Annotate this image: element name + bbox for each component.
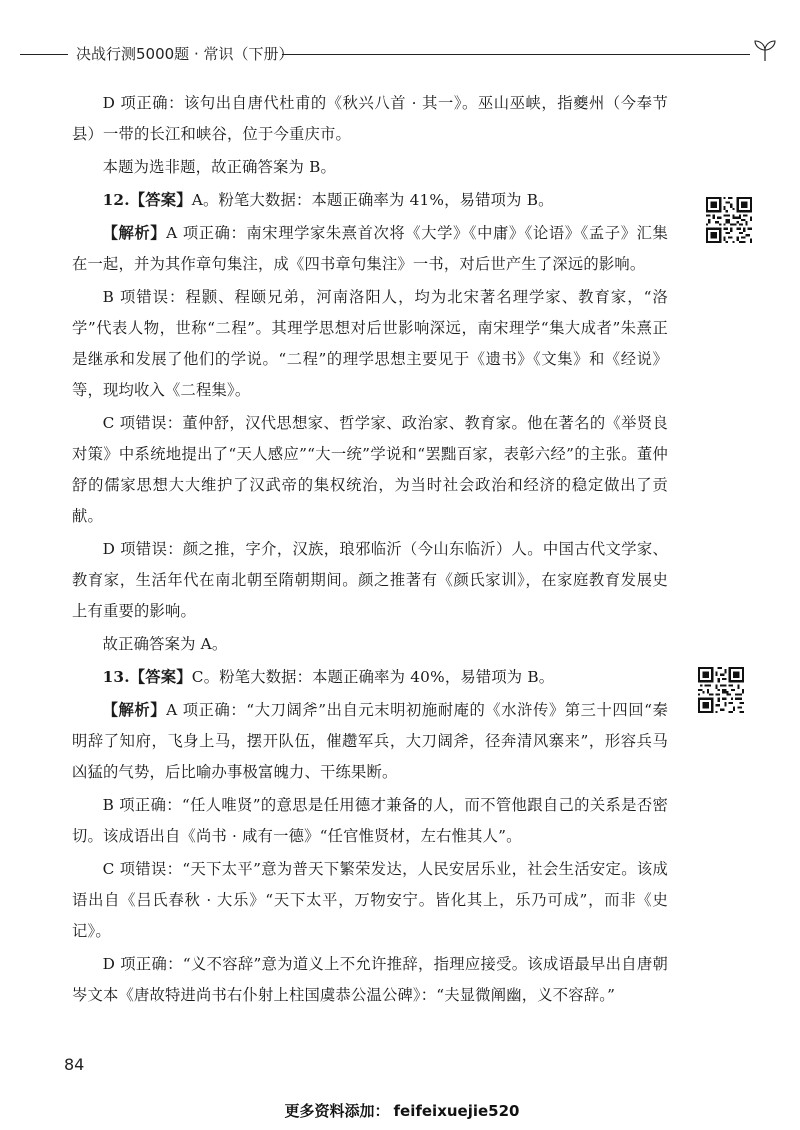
paragraph-text: D 项正确：“义不容辞”意为道义上不允许推辞，指理应接受。该成语最早出自唐朝岑文本《唐故特进尚书右仆射上柱国虞恭公温公碑》：“夫显微阐幽，义不容辞。” bbox=[72, 955, 668, 1004]
paragraph bbox=[72, 790, 668, 852]
paragraph bbox=[72, 152, 668, 183]
paragraph-text: B 项错误：程颢、程颐兄弟，河南洛阳人，均为北宋著名理学家、教育家，“洛学”代表人物，世称“二程”。其理学思想对后世影响深远，南宋理学“集大成者”朱熹正是继承和发展了他们的学说。“二程”的理学思想主要见于《遗书》《文集》和《经说》等，现均收入《二程集》。 bbox=[72, 288, 668, 399]
paragraph-text: D 项正确：该句出自唐代杜甫的《秋兴八首 · 其一》。巫山巫峡，指夔州（今奉节县）一带的长江和峡谷，位于今重庆市。 bbox=[72, 94, 668, 143]
analysis-label: 【解析】 bbox=[102, 224, 167, 242]
footer-contact: feifeixuejie520 bbox=[393, 1102, 520, 1120]
paragraph bbox=[72, 88, 668, 150]
paragraph bbox=[72, 949, 668, 1011]
page-content bbox=[72, 88, 668, 1013]
paragraph-text: D 项错误：颜之推，字介，汉族，琅邪临沂（今山东临沂）人。中国古代文学家、教育家，生活年代在南北朝至隋朝期间。颜之推著有《颜氏家训》，在家庭教育发展史上有重要的影响。 bbox=[72, 540, 668, 620]
answer-label: 13.【答案】 bbox=[102, 668, 192, 686]
qr-code-icon[interactable] bbox=[706, 197, 752, 243]
paragraph-text: A 项正确：南宋理学家朱熹首次将《大学》《中庸》《论语》《孟子》汇集在一起，并为其作章句集注，成《四书章句集注》一书，对后世产生了深远的影响。 bbox=[72, 224, 668, 273]
paragraph bbox=[72, 408, 668, 532]
paragraph-text: C 项错误：董仲舒，汉代思想家、哲学家、政治家、教育家。他在著名的《举贤良对策》中系统地提出了“天人感应”“大一统”学说和“罢黜百家，表彰六经”的主张。董仲舒的儒家思想大大维护了汉武帝的集权统治，为当时社会政治和经济的稳定做出了贡献。 bbox=[72, 414, 668, 525]
analysis-label: 【解析】 bbox=[102, 701, 167, 719]
page-number: 84 bbox=[64, 1055, 85, 1074]
paragraph bbox=[72, 695, 668, 788]
paragraph-text: C 项错误：“天下太平”意为普天下繁荣发达，人民安居乐业，社会生活安定。该成语出自《吕氏春秋 · 大乐》“天下太平，万物安宁。皆化其上，乐乃可成”，而非《史记》。 bbox=[72, 860, 668, 940]
sprout-icon bbox=[752, 38, 778, 62]
footer-prefix: 更多资料添加： bbox=[284, 1102, 390, 1120]
answer-13 bbox=[72, 662, 668, 693]
paragraph bbox=[72, 854, 668, 947]
paragraph-text: C。粉笔大数据：本题正确率为 40%，易错项为 B。 bbox=[191, 668, 555, 686]
header-rule-left bbox=[20, 54, 68, 55]
footer-note bbox=[0, 1100, 800, 1121]
paragraph-text: A。粉笔大数据：本题正确率为 41%，易错项为 B。 bbox=[191, 191, 554, 209]
paragraph bbox=[72, 534, 668, 627]
paragraph-text: 故正确答案为 A。 bbox=[102, 635, 228, 653]
qr-code-icon[interactable] bbox=[698, 667, 744, 713]
paragraph bbox=[72, 218, 668, 280]
answer-label: 12.【答案】 bbox=[102, 191, 192, 209]
paragraph-text: 本题为选非题，故正确答案为 B。 bbox=[102, 158, 337, 176]
paragraph-text: B 项正确：“任人唯贤”的意思是任用德才兼备的人，而不管他跟自己的关系是否密切。该成语出自《尚书 · 咸有一德》“任官惟贤材，左右惟其人”。 bbox=[72, 796, 668, 845]
page-header bbox=[20, 38, 780, 68]
paragraph bbox=[72, 282, 668, 406]
header-rule-right bbox=[282, 54, 750, 55]
paragraph-text: A 项正确：“大刀阔斧”出自元末明初施耐庵的《水浒传》第三十四回“秦明辞了知府，飞身上马，摆开队伍，催趱军兵，大刀阔斧，径奔清风寨来”，形容兵马凶猛的气势，后比喻办事极富魄力、干练果断。 bbox=[72, 701, 669, 781]
answer-12 bbox=[72, 185, 668, 216]
paragraph bbox=[72, 629, 668, 660]
book-title: 决战行测5000题 · 常识（下册） bbox=[76, 45, 294, 63]
